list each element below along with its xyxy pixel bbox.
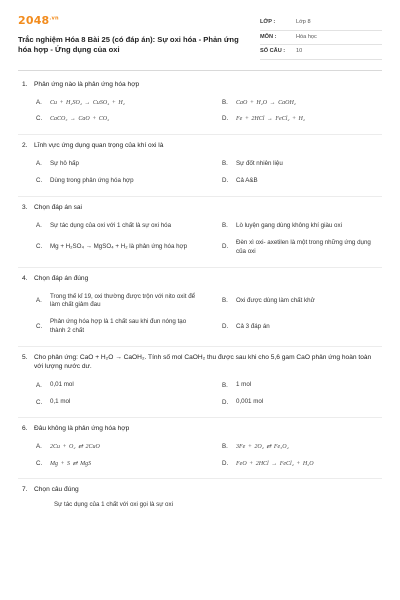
option-letter: A. bbox=[36, 221, 42, 229]
question-7 bbox=[18, 486, 382, 509]
option-text: Sự đốt nhiên liệu bbox=[236, 159, 283, 167]
question-stem bbox=[18, 425, 382, 434]
question-number: 2. bbox=[22, 141, 28, 149]
option-text: 0,001 mol bbox=[236, 398, 264, 406]
option-text: Mg + S ⇄ MgS bbox=[50, 460, 92, 467]
meta-row-class bbox=[260, 16, 382, 31]
option-text: 1 mol bbox=[236, 381, 252, 389]
option-letter: D. bbox=[222, 243, 229, 251]
document-title: Trắc nghiệm Hóa 8 Bài 25 (có đáp án): Sự oxi hóa - Phản ứng hóa hợp - Ứng dụng của oxi bbox=[18, 34, 239, 55]
option-d[interactable] bbox=[204, 173, 382, 190]
option-b[interactable] bbox=[204, 289, 382, 315]
meta-value: Hóa học bbox=[296, 33, 317, 40]
option-letter: B. bbox=[222, 381, 228, 389]
option-d[interactable] bbox=[204, 394, 382, 411]
option-b[interactable] bbox=[204, 156, 382, 173]
option-a[interactable] bbox=[18, 95, 196, 112]
option-text: Cả A&B bbox=[236, 176, 258, 184]
options-grid bbox=[18, 156, 382, 197]
question-stem bbox=[18, 81, 382, 90]
options-grid bbox=[18, 289, 382, 348]
question-number: 3. bbox=[22, 203, 28, 211]
meta-value: Lớp 8 bbox=[296, 19, 311, 25]
question-text: Đâu không là phản ứng hóa hợp bbox=[34, 425, 130, 433]
option-a[interactable] bbox=[18, 377, 196, 394]
option-c[interactable] bbox=[18, 314, 196, 340]
site-logo[interactable] bbox=[18, 14, 243, 29]
option-letter: B. bbox=[222, 160, 228, 168]
option-letter: B. bbox=[222, 221, 228, 229]
option-text: Dùng trong phản ứng hóa hợp bbox=[50, 176, 134, 184]
question-number: 6. bbox=[22, 425, 28, 433]
option-c[interactable] bbox=[18, 173, 196, 190]
question-stem bbox=[18, 142, 382, 151]
question-text: Chọn câu đúng bbox=[34, 486, 79, 494]
option-text: 0,01 mol bbox=[50, 381, 74, 389]
logo-suffix: .vn bbox=[49, 15, 59, 22]
question-stem bbox=[18, 275, 382, 284]
option-text: Đèn xì oxi- axetilen là một trong những ứng dụng của oxi bbox=[236, 238, 371, 255]
question-text: Phản ứng nào là phản ứng hóa hợp bbox=[34, 80, 140, 88]
option-letter: A. bbox=[36, 98, 42, 106]
meta-row-subject bbox=[260, 31, 382, 46]
question-1 bbox=[18, 81, 382, 135]
option-letter: A. bbox=[36, 443, 42, 451]
option-c[interactable] bbox=[18, 235, 196, 261]
document-header bbox=[18, 14, 382, 71]
question-number: 1. bbox=[22, 80, 28, 88]
options-grid bbox=[18, 377, 382, 418]
option-b[interactable] bbox=[204, 95, 382, 112]
option-d[interactable] bbox=[204, 111, 382, 128]
option-letter: A. bbox=[36, 160, 42, 168]
option-c[interactable] bbox=[18, 456, 196, 473]
question-text: Cho phản ứng: CaO + H₂O → CaOH₂. Tính số mol CaOH₂ thu được sau khi cho 5,6 gam CaO phản ứng hoàn toàn với lượng nước dư. bbox=[34, 354, 372, 371]
option-letter: C. bbox=[36, 459, 43, 467]
question-text: Chọn đáp án đúng bbox=[34, 274, 89, 282]
options-grid bbox=[18, 218, 382, 268]
option-letter: B. bbox=[222, 297, 228, 305]
option-text: Fe + 2HCl → FeCl₂ + H₂ bbox=[236, 116, 305, 123]
meta-key: LỚP : bbox=[260, 19, 276, 25]
question-5 bbox=[18, 354, 382, 418]
meta-key: MÔN : bbox=[260, 33, 277, 40]
option-letter: D. bbox=[222, 177, 229, 185]
option-d[interactable] bbox=[204, 456, 382, 473]
question-stem bbox=[18, 204, 382, 213]
option-letter: A. bbox=[36, 381, 42, 389]
option-letter: D. bbox=[222, 459, 229, 467]
option-a[interactable] bbox=[18, 156, 196, 173]
option-letter: C. bbox=[36, 243, 43, 251]
option-d[interactable] bbox=[204, 235, 382, 261]
question-text: Lĩnh vực ứng dụng quan trọng của khí oxi là bbox=[34, 141, 164, 149]
option-text: Mg + H₂SO₄ → MgSO₄ + H₂ là phản ứng hóa hợp bbox=[50, 243, 188, 251]
options-grid bbox=[18, 95, 382, 135]
option-text: 0,1 mol bbox=[50, 398, 71, 406]
option-letter: C. bbox=[36, 398, 43, 406]
question-text: Chọn đáp án sai bbox=[34, 203, 83, 211]
option-a[interactable] bbox=[18, 289, 196, 315]
option-letter: B. bbox=[222, 98, 228, 106]
logo-text: 2048 bbox=[18, 14, 50, 27]
question-4 bbox=[18, 275, 382, 348]
option-letter: D. bbox=[222, 115, 229, 123]
option-c[interactable] bbox=[18, 394, 196, 411]
option-a[interactable] bbox=[18, 218, 196, 235]
header-left bbox=[18, 14, 243, 60]
option-text: Sự tác dụng của oxi với 1 chất là sự oxi hóa bbox=[50, 221, 172, 229]
option-text: Phản ứng hóa hợp là 1 chất sau khi đun nóng tạo thành 2 chất bbox=[50, 318, 187, 335]
option-text: Cả 3 đáp án bbox=[236, 322, 270, 330]
meta-table bbox=[260, 16, 382, 60]
option-text: Sự hô hấp bbox=[50, 159, 79, 167]
option-letter: C. bbox=[36, 177, 43, 185]
option-b[interactable] bbox=[204, 377, 382, 394]
meta-value: 10 bbox=[296, 48, 303, 55]
option-letter: A. bbox=[36, 297, 42, 305]
meta-row-count bbox=[260, 45, 382, 60]
option-text: Lò luyện gang dùng không khí giàu oxi bbox=[236, 221, 342, 229]
option-text: CaCO₃ → CaO + CO₂ bbox=[50, 116, 110, 123]
question-stem bbox=[18, 354, 382, 372]
option-text: FeO + 2HCl → FeCl₂ + H₂O bbox=[236, 460, 314, 467]
question-stem bbox=[18, 486, 382, 495]
option-b[interactable] bbox=[204, 218, 382, 235]
question-number: 4. bbox=[22, 274, 28, 282]
option-c[interactable] bbox=[18, 111, 196, 128]
options-grid bbox=[18, 439, 382, 479]
option-letter: B. bbox=[222, 443, 228, 451]
option-letter: D. bbox=[222, 323, 229, 331]
question-number: 7. bbox=[22, 486, 28, 494]
option-text: Trong thế kỉ 19, oxi thường được trộn với nito oxit để làm chất giảm đau bbox=[50, 292, 196, 309]
option-letter: C. bbox=[36, 115, 43, 123]
option-d[interactable] bbox=[204, 314, 382, 340]
question-number: 5. bbox=[22, 354, 28, 362]
question-3 bbox=[18, 204, 382, 268]
meta-key: SỐ CÂU : bbox=[260, 48, 286, 55]
option-a[interactable] bbox=[18, 439, 196, 456]
question-6 bbox=[18, 425, 382, 479]
option-b[interactable] bbox=[204, 439, 382, 456]
option-letter: D. bbox=[222, 398, 229, 406]
option-text: 3Fe + 2O₂ ⇄ Fe₃O₄ bbox=[236, 444, 289, 451]
option-a-partial[interactable]: Sự tác dụng của 1 chất với oxi gọi là sự oxi bbox=[54, 501, 173, 509]
option-letter: C. bbox=[36, 323, 43, 331]
option-text: 2Cu + O₂ ⇄ 2CuO bbox=[50, 444, 100, 451]
option-text: CaO + H₂O → CaOH₂ bbox=[236, 99, 296, 106]
option-text: Cu + H₂SO₄ → CuSO₄ + H₂ bbox=[50, 99, 125, 106]
question-2 bbox=[18, 142, 382, 197]
question-list bbox=[18, 81, 382, 510]
option-text: Oxi được dùng làm chất khử bbox=[236, 296, 315, 304]
